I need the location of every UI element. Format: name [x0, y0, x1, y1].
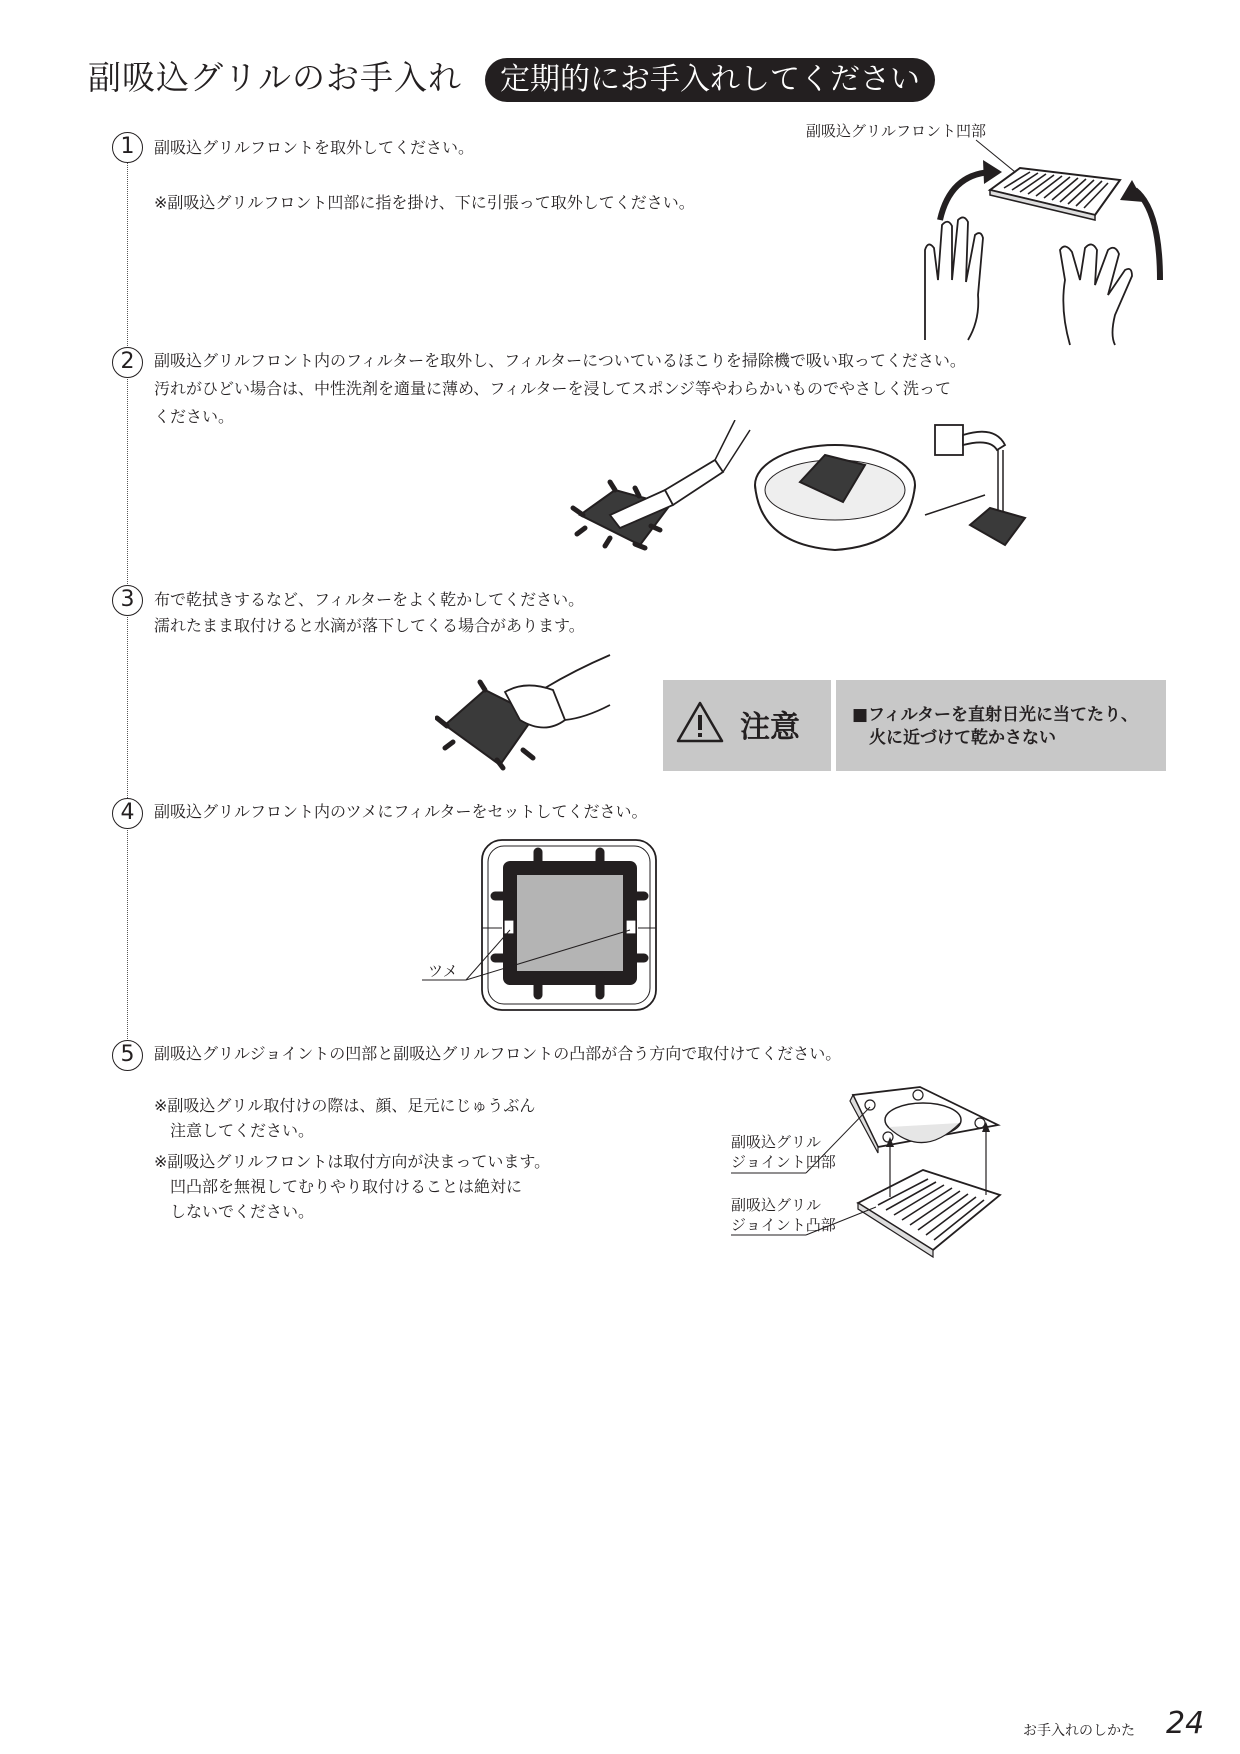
joint-concave-label-1: 副吸込グリル — [731, 1133, 822, 1151]
page-number: 24 — [1166, 1706, 1205, 1741]
filter-cleaning-illustration — [565, 420, 1065, 570]
step-connector — [127, 376, 128, 586]
step-connector — [127, 614, 128, 800]
grille-joint-assembly-diagram — [728, 1085, 1008, 1265]
vacuum-filter-drawing — [573, 420, 750, 548]
step-2-text-line-1: 副吸込グリルフロント内のフィルターを取外し、フィルターについているほこりを掃除機で吸い取ってください。 — [154, 351, 966, 370]
step-connector — [127, 161, 128, 348]
step-connector — [127, 828, 128, 1041]
step-5-note-4: 凹凸部を無視してむりやり取付けることは絶対に — [154, 1177, 523, 1196]
filter-drying-illustration — [435, 650, 615, 775]
step-number: 4 — [112, 798, 143, 829]
step-3-text-line-1: 布で乾拭きするなど、フィルターをよく乾かしてください。 — [154, 590, 585, 609]
frequency-badge: 定期的にお手入れしてください — [485, 58, 935, 102]
grille-removal-illustration — [920, 130, 1180, 350]
grille-recess-label: 副吸込グリルフロント凹部 — [806, 122, 987, 140]
joint-convex-label-1: 副吸込グリル — [731, 1196, 822, 1214]
footer-section-title: お手入れのしかた — [1023, 1723, 1135, 1739]
step-2-text-line-2: 汚れがひどい場合は、中性洗剤を適量に薄め、フィルターを浸してスポンジ等やわらかいものでやさしく洗って — [154, 379, 952, 398]
joint-convex-label-2: ジョイント凸部 — [731, 1216, 836, 1234]
step-3-text-line-2: 濡れたまま取付けると水滴が落下してくる場合があります。 — [154, 616, 585, 635]
step-5-text: 副吸込グリルジョイントの凹部と副吸込グリルフロントの凸部が合う方向で取付けてください。 — [154, 1044, 842, 1063]
basin-drawing — [755, 445, 915, 550]
step-5-note-5: しないでください。 — [154, 1202, 315, 1221]
warning-triangle-icon — [676, 701, 724, 743]
step-5-note-3: ※副吸込グリルフロントは取付方向が決まっています。 — [154, 1152, 551, 1171]
caution-line-1: ■フィルターを直射日光に当てたり、 — [852, 705, 1139, 725]
step-number: 5 — [112, 1040, 143, 1071]
caution-line-2: 火に近づけて乾かさない — [852, 728, 1056, 748]
step-number: 2 — [112, 347, 143, 378]
joint-concave-label-2: ジョイント凹部 — [731, 1153, 836, 1171]
caution-heading: 注意 — [740, 710, 800, 745]
step-5-note-2: 注意してください。 — [154, 1121, 315, 1140]
step-4-text: 副吸込グリルフロント内のツメにフィルターをセットしてください。 — [154, 802, 648, 821]
grille-front-drawing — [990, 168, 1120, 220]
step-number: 3 — [112, 585, 143, 616]
step-number: 1 — [112, 132, 143, 163]
page-title: 副吸込グリルのお手入れ — [88, 58, 462, 97]
tab-label: ツメ — [428, 962, 458, 980]
step-5-note-1: ※副吸込グリル取付けの際は、顔、足元にじゅうぶん — [154, 1096, 536, 1115]
faucet-drawing — [925, 425, 1025, 545]
step-1-text: 副吸込グリルフロントを取外してください。 — [154, 138, 475, 157]
filter-tab-diagram — [420, 838, 660, 1013]
step-1-note: ※副吸込グリルフロント凹部に指を掛け、下に引張って取外してください。 — [154, 193, 695, 212]
step-2-text-line-3: ください。 — [154, 407, 235, 426]
